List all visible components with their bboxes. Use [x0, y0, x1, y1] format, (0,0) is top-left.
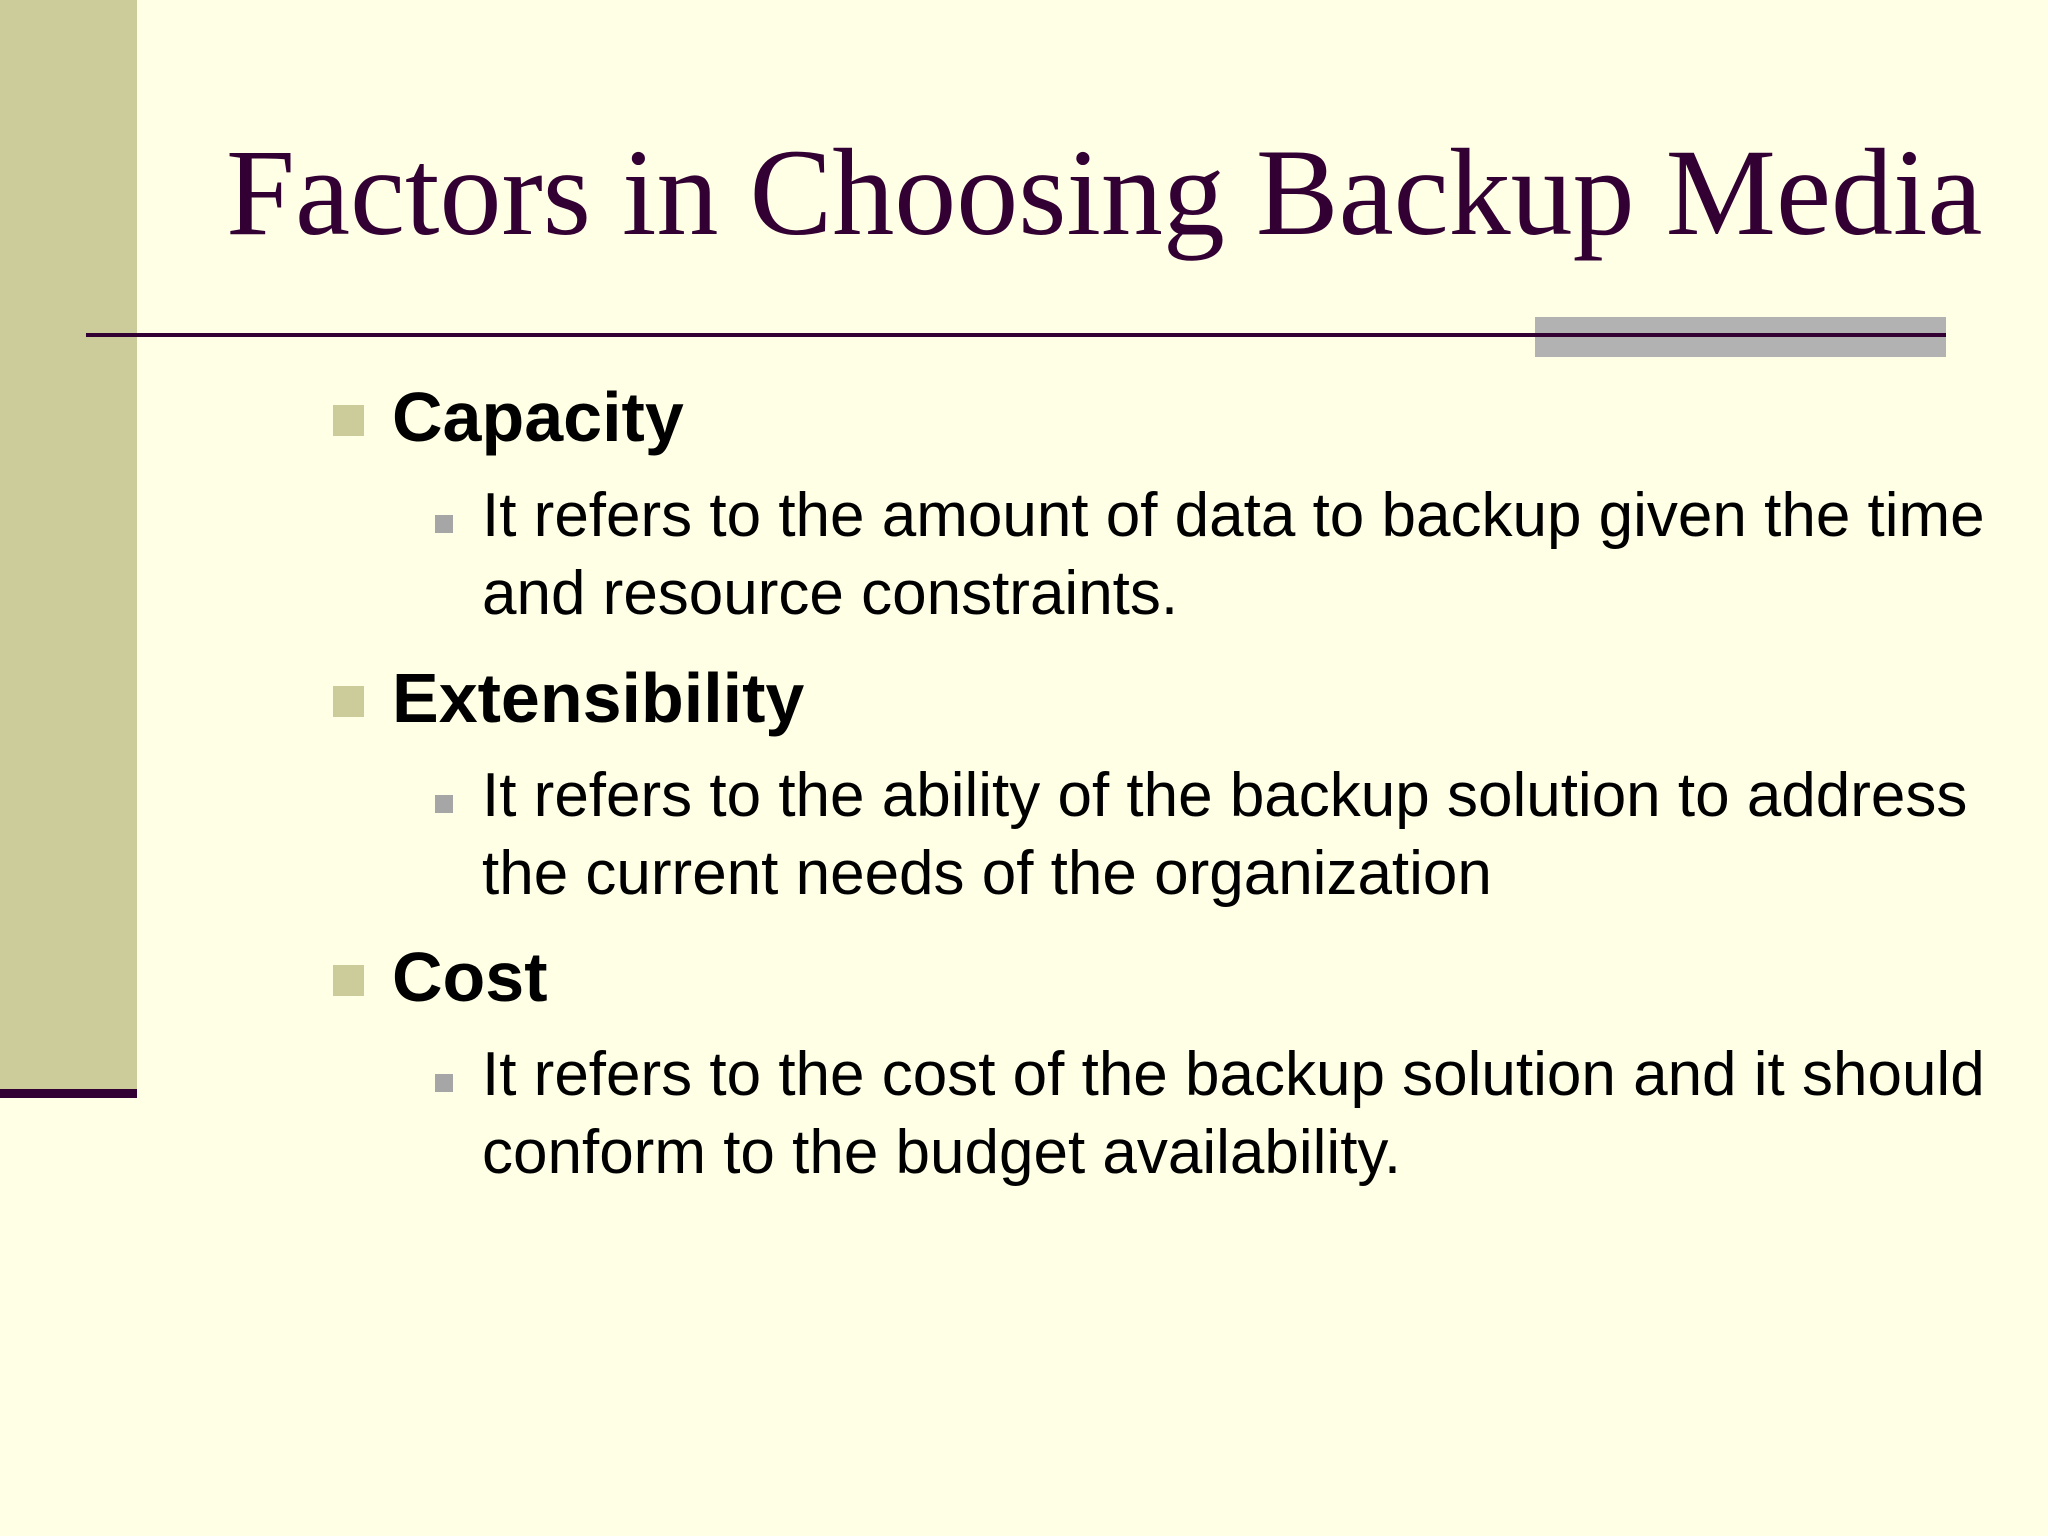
bullet-heading-capacity: Capacity	[392, 378, 684, 456]
level2-bullet-square	[435, 1074, 453, 1092]
level1-bullet-square	[333, 686, 364, 717]
bullet-description-capacity: It refers to the amount of data to backup given the time and resource constraints.	[482, 481, 1985, 628]
bullet-heading-cost: Cost	[392, 938, 548, 1016]
bullet-description-extensibility: It refers to the ability of the backup solution to address the current needs of the organization	[482, 761, 1968, 908]
level2-bullet-square	[435, 515, 453, 533]
level1-bullet-square	[333, 965, 364, 996]
bullet-heading-extensibility: Extensibility	[392, 659, 805, 737]
slide-title: Factors in Choosing Backup Media	[226, 124, 1983, 261]
level2-bullet-square	[435, 795, 453, 813]
bullet-description-cost: It refers to the cost of the backup solution and it should conform to the budget availability.	[482, 1040, 1985, 1187]
level1-bullet-square	[333, 405, 364, 436]
